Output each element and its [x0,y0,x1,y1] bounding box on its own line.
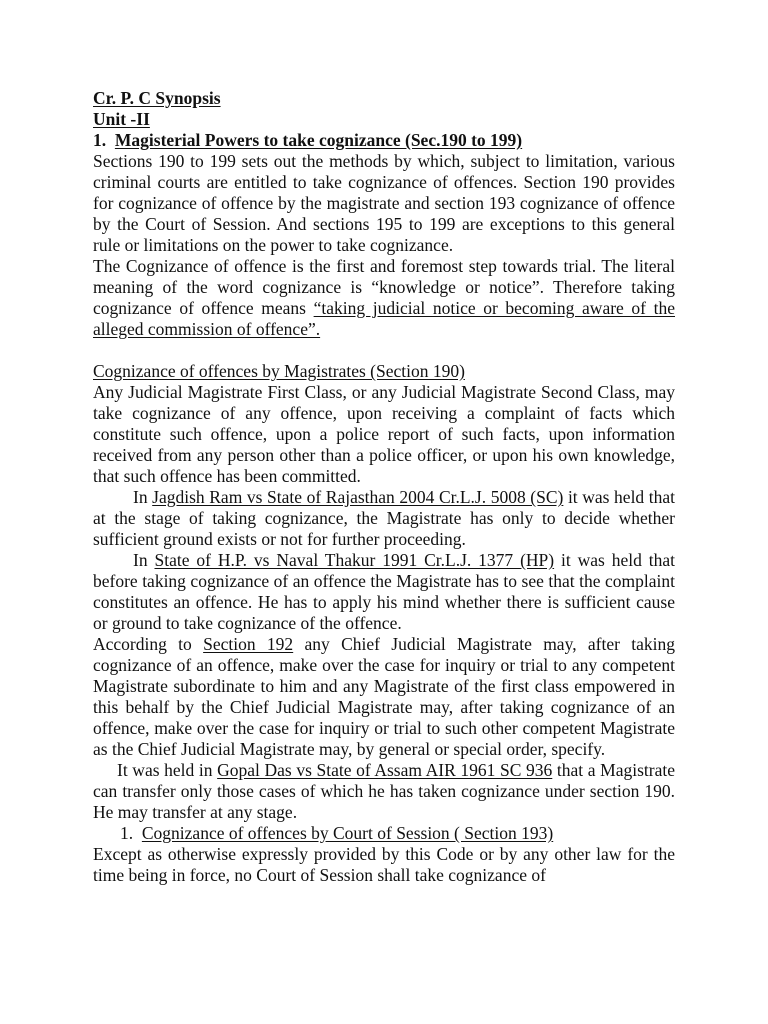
case3-post: that a Magistrate can transfer only those cases of which he has taken cognizance under section 190. He may transfer at any stage. [93,760,675,822]
case3-name: Gopal Das vs State of Assam AIR 1961 SC 936 [217,760,553,780]
case-gopal-das [93,760,675,823]
section1-paragraph-2 [93,256,675,340]
p192-post: any Chief Judicial Magistrate may, after taking cognizance of an offence, make over the case for inquiry or trial to any competent Magistrate subordinate to him and any Magistrate of the first class empowered in this behalf by the Chief Judicial Magistrate may, after taking cognizance of an offence, make over the case for inquiry or trial to such other competent Magistrate as the Chief Judicial Magistrate may, by general or special order, specify. [93,634,675,759]
section1-p2-underlined: “taking judicial notice or becoming aware of the alleged commission of offence”. [93,298,676,339]
spacer [93,340,675,361]
section190-paragraph-1: Any Judicial Magistrate First Class, or any Judicial Magistrate Second Class, may take cognizance of any offence, upon receiving a complaint of facts which constitute such offence, upon a police report of such facts, upon information received from any person other than a police officer, or upon his own knowledge, that such offence has been committed. [93,382,675,486]
section193-paragraph-1: Except as otherwise expressly provided by this Code or by any other law for the time being in force, no Court of Session shall take cognizance of [93,844,675,885]
case2-pre: In [133,550,155,570]
doc-title: Cr. P. C Synopsis [93,88,221,108]
section1-number: 1. [93,130,107,150]
section190-heading: Cognizance of offences by Magistrates (Section 190) [93,361,465,381]
case1-post: it was held that at the stage of taking cognizance, the Magistrate has only to decide whether sufficient ground exists or not for further proceeding. [93,487,676,549]
section1-paragraph-1: Sections 190 to 199 sets out the methods by which, subject to limitation, various criminal courts are entitled to take cognizance of offences. Section 190 provides for cognizance of offence by the magistrate and section 193 cognizance of offence by the Court of Session. And sections 195 to 199 are exceptions to this general rule or limitations on the power to take cognizance. [93,151,675,255]
section192-paragraph [93,634,675,760]
section193-heading-text: Cognizance of offences by Court of Session ( Section 193) [141,823,554,843]
case2-name: State of H.P. vs Naval Thakur 1991 Cr.L.J. 1377 (HP) [154,550,555,570]
section193-number: 1. [120,823,134,843]
section1-heading [93,130,675,151]
case2-post: it was held that before taking cognizance of an offence the Magistrate has to see that the complaint constitutes an offence. He has to apply his mind whether there is sufficient cause or ground to take cognizance of the offence. [93,550,676,633]
case1-pre: In [133,487,153,507]
case-naval-thakur [93,550,675,634]
case-jagdish-ram [93,487,675,550]
p192-link: Section 192 [203,634,294,654]
section1-heading-text: Magisterial Powers to take cognizance (Sec.190 to 199) [114,130,523,150]
case1-name: Jagdish Ram vs State of Rajasthan 2004 Cr.L.J. 5008 (SC) [152,487,564,507]
p192-pre: According to [93,634,204,654]
document-page [93,88,675,886]
case3-pre: It was held in [117,760,218,780]
section1-p2-text: The Cognizance of offence is the first and foremost step towards trial. The literal meaning of the word cognizance is “knowledge or notice”. Therefore taking cognizance of offence means [93,256,675,318]
section193-heading [93,823,675,844]
unit-title: Unit -II [93,109,150,129]
